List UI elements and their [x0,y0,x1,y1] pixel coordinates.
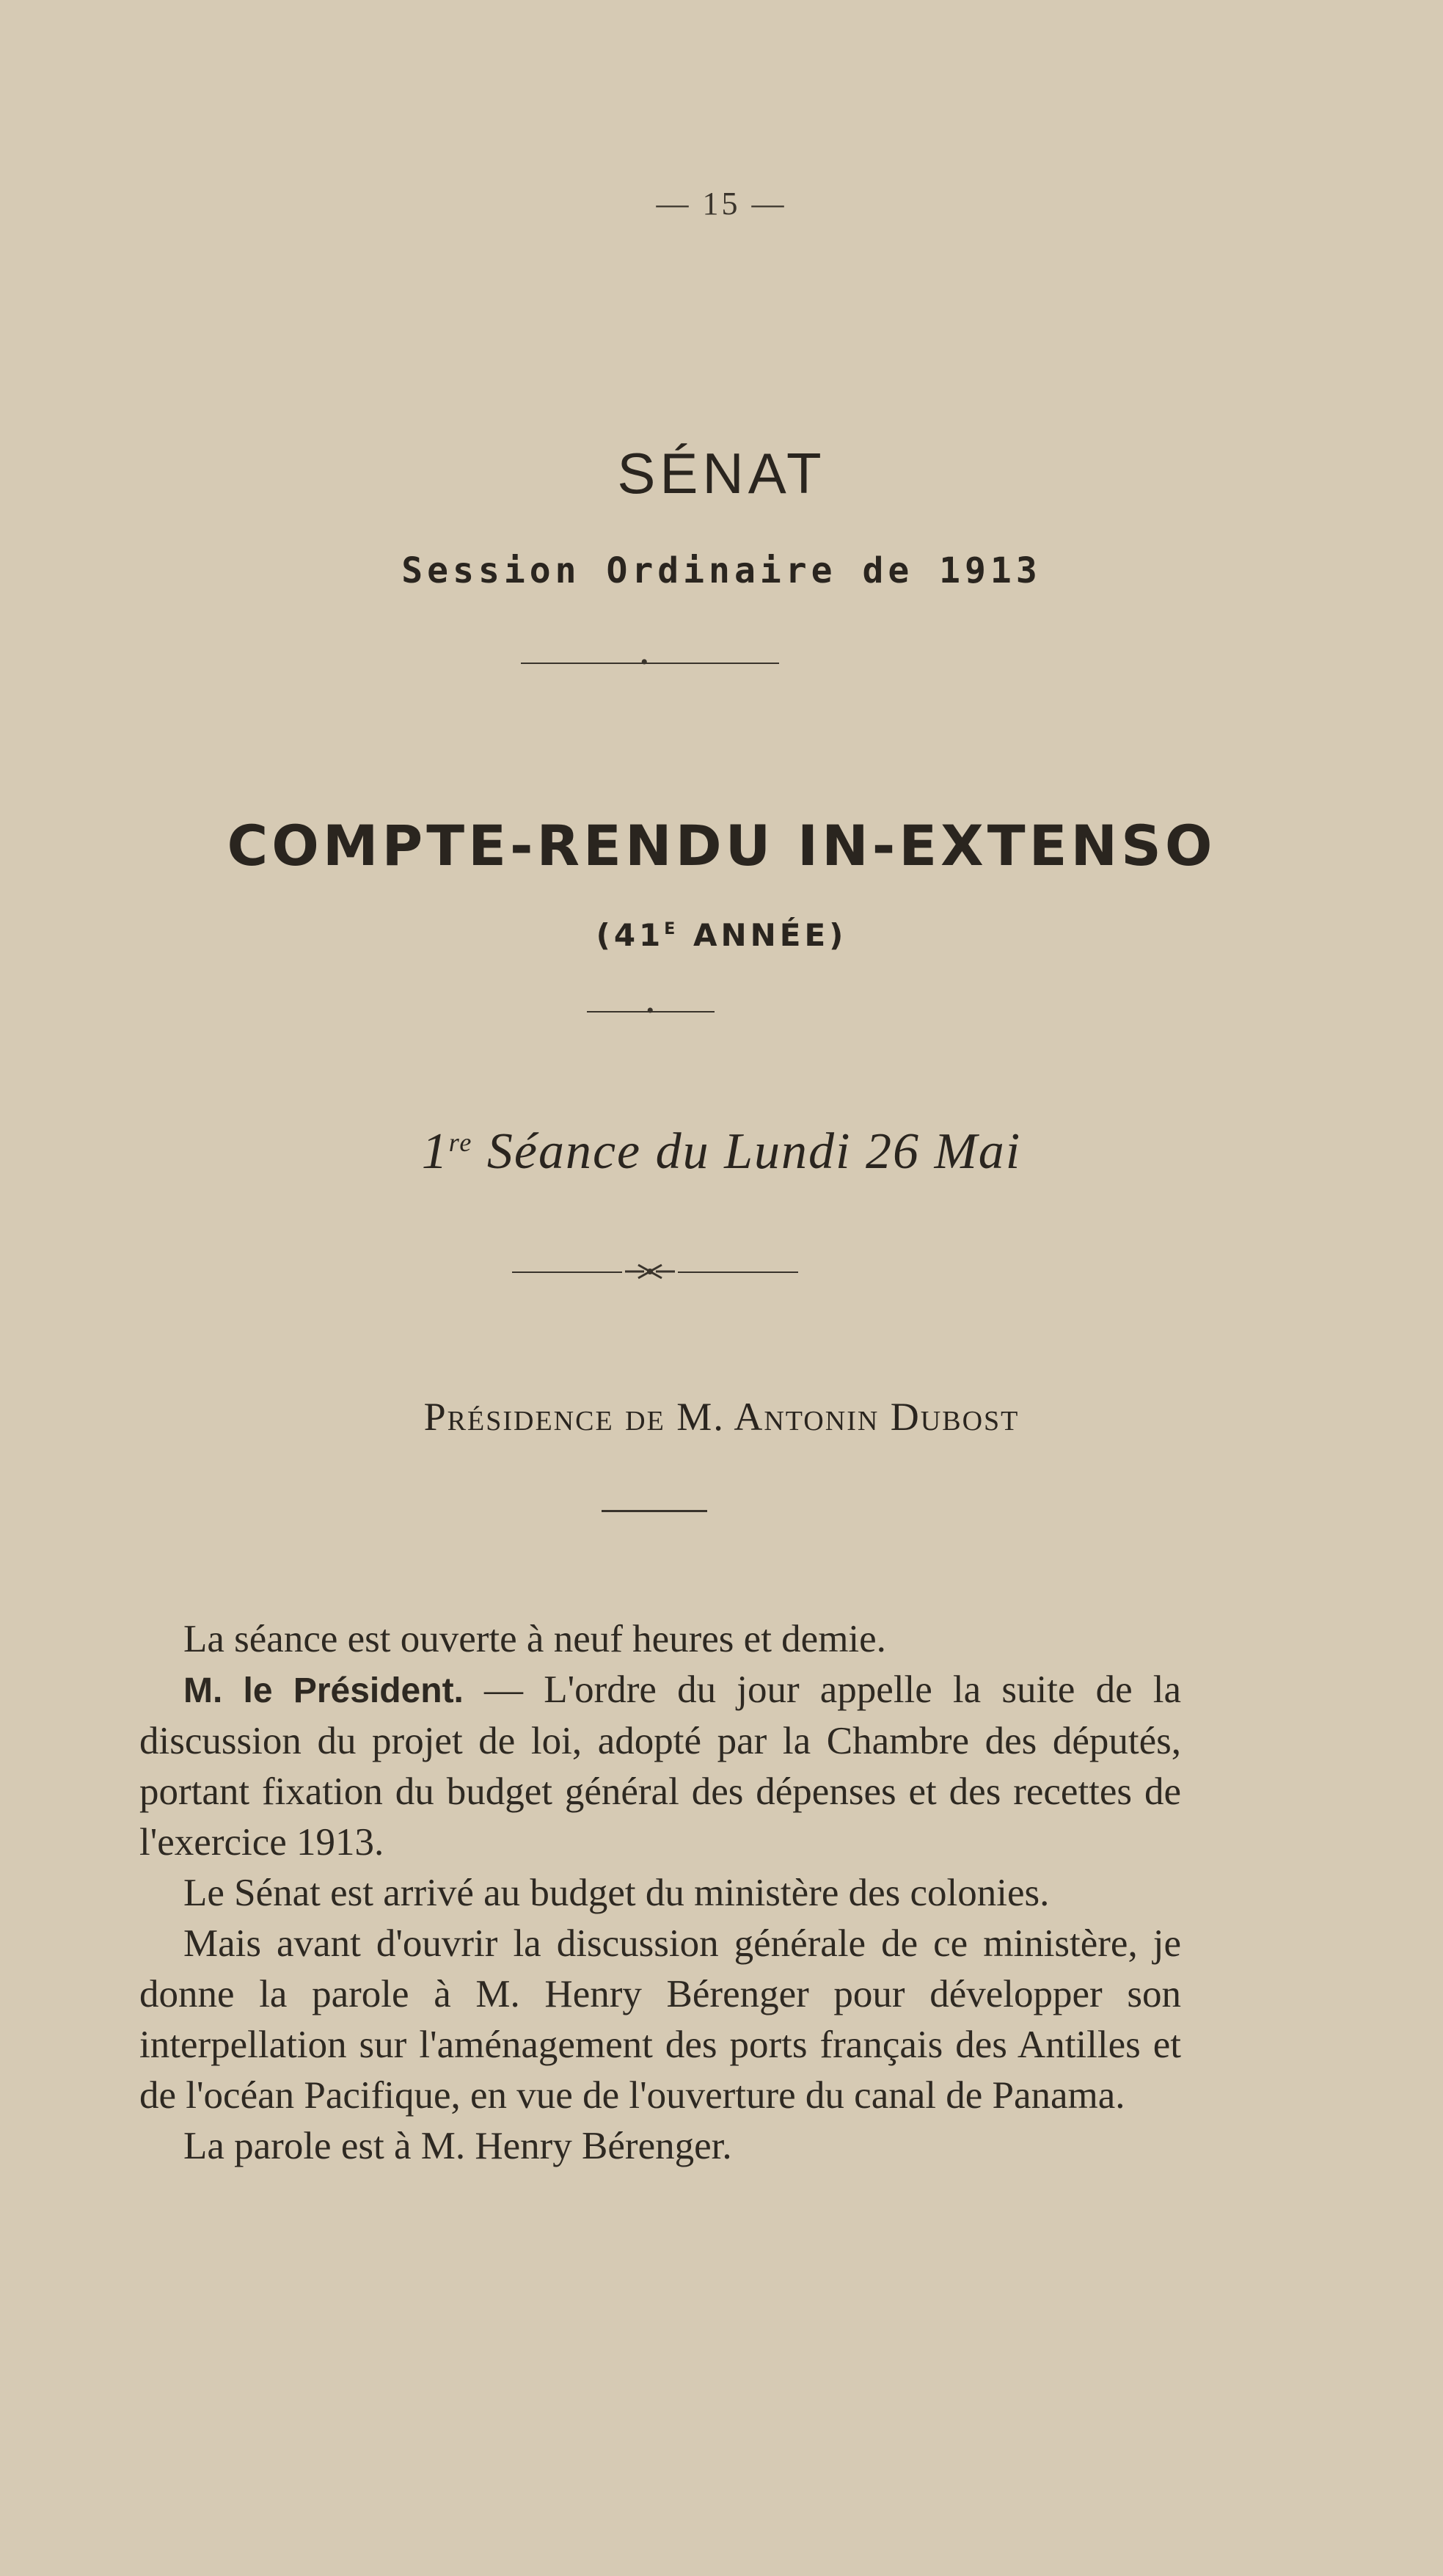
sitting-ordinal-suffix: re [448,1128,473,1157]
speech-text: — L'ordre du jour appelle la suite de la discussion du projet de loi, adopté par la Chambre des députés, portant fixation du budget général des dépenses et des recettes de l'exercice 1913. [139,1668,1182,1864]
year-open: (41 [596,917,665,953]
opening-paragraph: La séance est ouverte à neuf heures et demie. [183,1618,886,1660]
paragraph: Mais avant d'ouvrir la discussion générale de ce ministère, je donne la parole à M. Henry Bérenger pour développer son interpellation sur l'aménagement des ports français des Antilles et de l'océan Pacifique, en vue de l'ouverture du canal de Panama. [139,1922,1181,2117]
institution-title: SÉNAT [617,441,826,506]
presidency-line: Présidence de M. Antonin Dubost [423,1395,1020,1439]
page-number: — 15 — [656,186,787,222]
divider-ornament: • [640,650,649,674]
sitting-date: Séance du Lundi 26 Mai [472,1123,1022,1180]
sitting-ordinal: 1 [421,1123,449,1180]
paragraph: Le Sénat est arrivé au budget du ministère des colonies. [183,1872,1050,1914]
section-rule [602,1510,707,1512]
proceedings-text [139,1614,1181,2172]
president-speech [139,1665,1181,1868]
fleuron-ornament [622,1260,678,1282]
year-superscript: E [664,920,679,938]
speaker-name: M. le Président. [183,1671,464,1710]
paragraph: La parole est à M. Henry Bérenger. [183,2125,732,2167]
sitting-title [0,1123,1443,1181]
divider-ornament: • [646,999,654,1023]
divider-line [521,663,779,664]
year-line [0,917,1443,953]
year-close: ANNÉE) [679,917,847,953]
report-title: COMPTE-RENDU IN-EXTENSO [227,813,1216,878]
session-subtitle: Session Ordinaire de 1913 [401,550,1042,591]
